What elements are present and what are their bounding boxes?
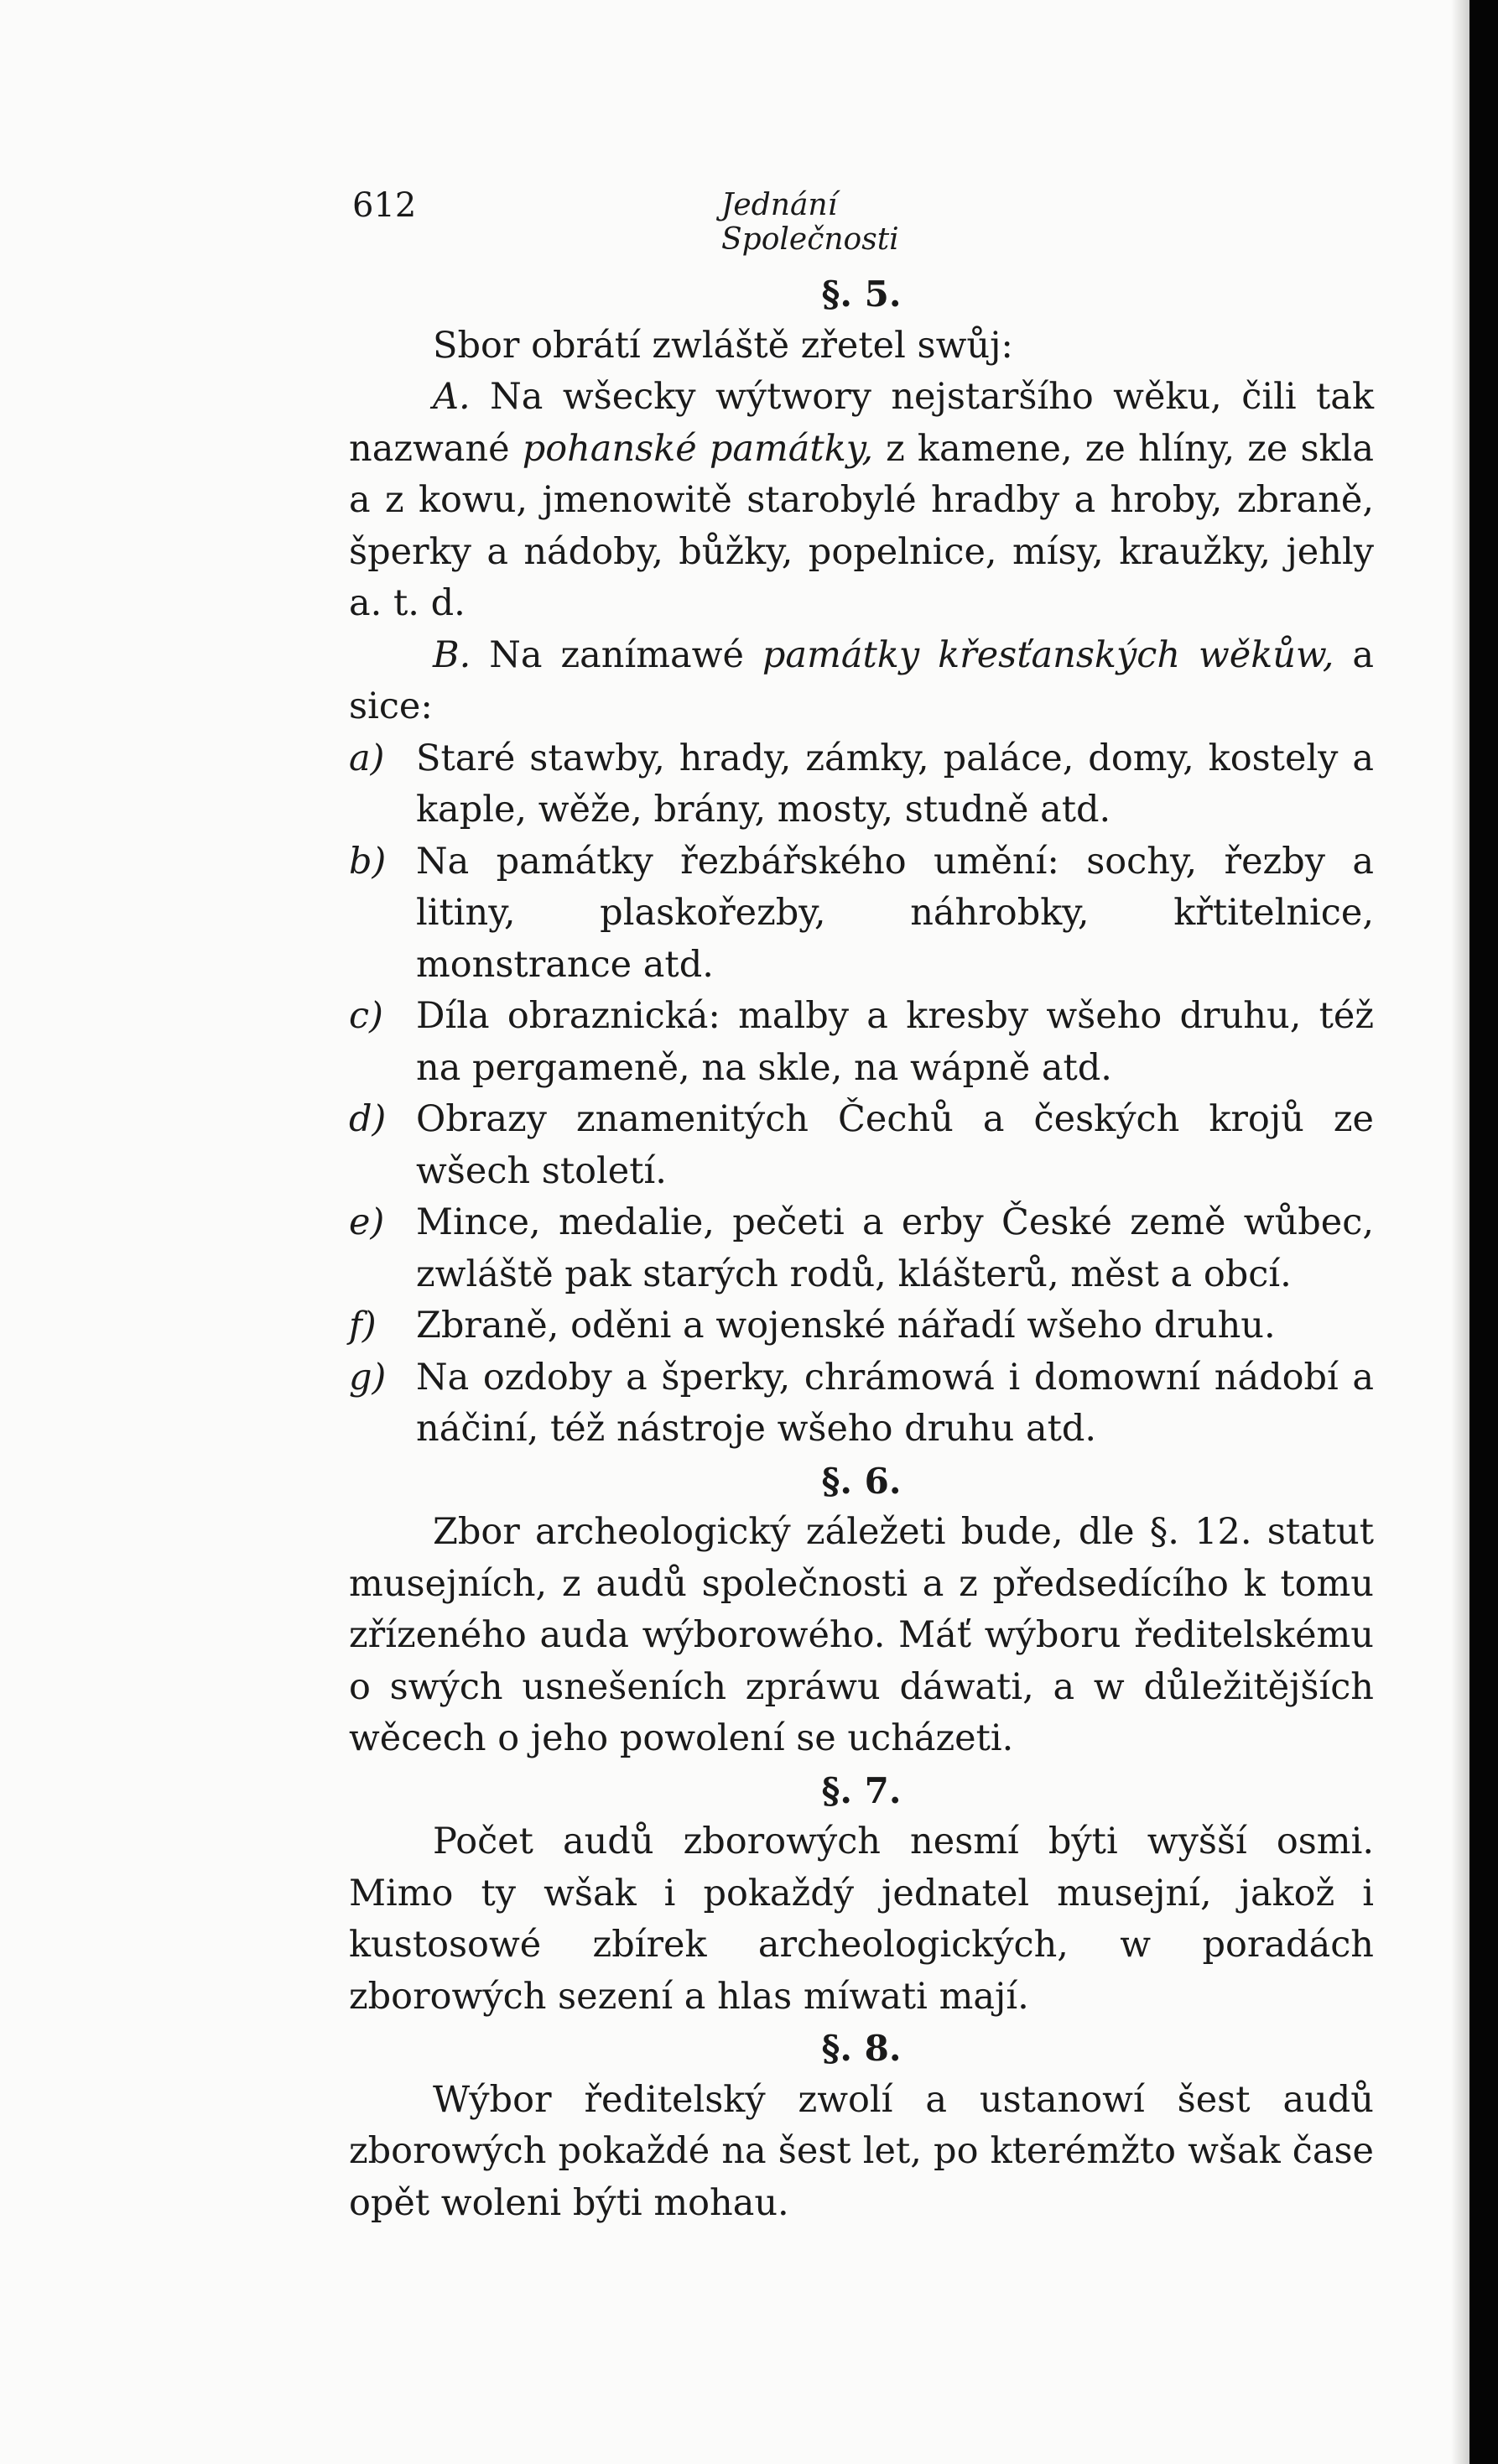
paragraph-A-text-2: z kamene, ze hlíny, ze skla a z kowu, jmenowitě starobylé hradby a hroby, zbraně, šperky a nádoby, bůžky, popelnice, mísy, kraužky, jehly a. t. d.: [349, 427, 1374, 624]
section-6-text: Zbor archeologický záležeti bude, dle §. 12. statut musejních, z audů společnosti a z předsedícího k tomu zřízeného auda wýborowého. Máť wýboru ředitelskému o swých usnešeních zpráwu dáwati, a w důležitějších wěcech o jeho powolení se ucházeti.: [349, 1511, 1374, 1759]
list-item-f: [349, 1300, 1374, 1352]
section-7-text: Počet audů zborowých nesmí býti wyšší osmi. Mimo ty wšak i pokaždý jednatel musejní, jakož i kustosowé zbírek archeologických, w poradách zborowých sezení a hlas míwati mají.: [349, 1821, 1374, 2018]
section-heading-6: §. 6.: [821, 1460, 902, 1502]
list-item-text: Na památky řezbářského umění: sochy, řezby a litiny, plaskořezby, náhrobky, křtitelnice, monstrance atd.: [416, 840, 1374, 986]
page-number: 612: [352, 186, 417, 225]
section-heading-5: §. 5.: [821, 273, 902, 315]
paragraph-A-label: A.: [433, 376, 471, 418]
list-item-d: [349, 1094, 1374, 1197]
list-item-label: d): [349, 1098, 387, 1140]
list-item-label: f): [349, 1305, 377, 1347]
list-item-label: c): [349, 995, 383, 1037]
list-item-text: Zbraně, oděni a wojenské nářadí wšeho druhu.: [416, 1305, 1276, 1347]
paragraph-B: [349, 630, 1374, 733]
list-item-text: Na ozdoby a šperky, chrámowá i domowní nádobí a náčiní, též nástroje wšeho druhu atd.: [416, 1356, 1374, 1450]
paragraph-B-text-1: Na zanímawé: [489, 633, 744, 676]
running-head: Jednání Společnosti: [721, 188, 899, 257]
scan-border: [1469, 0, 1498, 2464]
list-item-a: [349, 733, 1374, 836]
list-item-label: a): [349, 737, 385, 779]
list-item-label: g): [349, 1356, 387, 1399]
section-heading-7: §. 7.: [821, 1769, 902, 1811]
paragraph-B-label: B.: [433, 633, 471, 676]
page-header: [352, 186, 1006, 257]
page-edge-shadow: [1451, 0, 1469, 2464]
list-item-text: Mince, medalie, pečeti a erby České země wůbec, zwláště pak starých rodů, klášterů, měst a obcí.: [416, 1201, 1374, 1295]
list-item-label: e): [349, 1201, 385, 1243]
section-8-text: Wýbor ředitelský zwolí a ustanowí šest audů zborowých pokaždé na šest let, po kterémžto wšak čase opět woleni býti mohau.: [349, 2078, 1374, 2224]
list-item-label: b): [349, 840, 387, 883]
body-text: [349, 268, 1374, 2229]
paragraph-A-emphasis: pohanské památky,: [522, 427, 873, 470]
paragraph-B-emphasis: památky křesťanských wěkůw,: [762, 633, 1334, 676]
list-item-text: Staré stawby, hrady, zámky, paláce, domy, kostely a kaple, wěže, brány, mosty, studně atd.: [416, 737, 1374, 831]
paragraph-A: [349, 372, 1374, 630]
paragraph-B-text-2: a sice:: [349, 633, 1374, 727]
paragraph-A-text-1: Na wšecky wýtwory nejstaršího wěku, čili tak nazwané: [349, 376, 1374, 470]
list-item-e: [349, 1197, 1374, 1300]
list-item-g: [349, 1352, 1374, 1456]
list-item-c: [349, 991, 1374, 1094]
section-heading-8: §. 8.: [821, 2028, 902, 2069]
list-item-b: [349, 836, 1374, 992]
list-item-text: Díla obraznická: malby a kresby wšeho druhu, též na pergameně, na skle, na wápně atd.: [416, 995, 1374, 1089]
section-5-intro: Sbor obrátí zwláště zřetel swůj:: [433, 324, 1013, 367]
list-item-text: Obrazy znamenitých Čechů a českých krojů ze wšech století.: [416, 1098, 1374, 1192]
